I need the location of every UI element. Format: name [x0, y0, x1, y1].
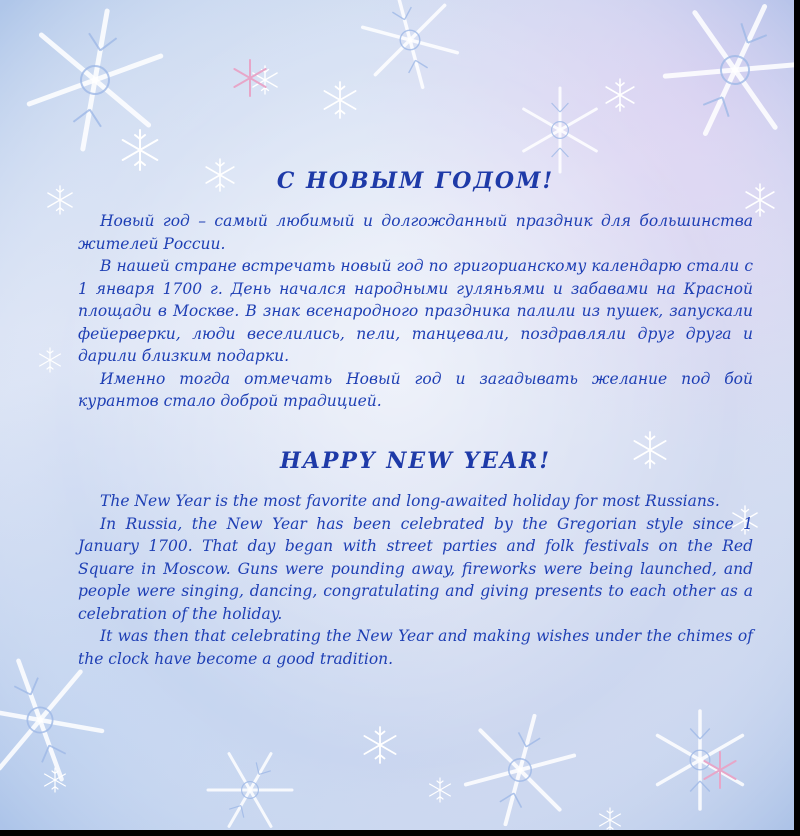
english-paragraph: In Russia, the New Year has been celebrated by the Gregorian style since 1 January 1700. That day began with street parties and folk festivals on the Red Square in Moscow. Guns were pounding away, fireworks were being launched, and people were singing, dancing, congratulating and giving presents to each other as a celebration of the holiday.	[78, 514, 753, 623]
russian-title: С НОВЫМ ГОДОМ!	[276, 168, 555, 194]
russian-paragraph: Именно тогда отмечать Новый год и загадывать желание под бой курантов стало доброй традицией.	[78, 369, 753, 410]
english-paragraph: The New Year is the most favorite and long-awaited holiday for most Russians.	[100, 492, 720, 510]
russian-section	[78, 168, 753, 413]
english-title: HAPPY NEW YEAR!	[279, 448, 552, 474]
russian-paragraph: Новый год – самый любимый и долгожданный праздник для большинства жителей России.	[78, 212, 753, 253]
english-section	[78, 448, 753, 670]
russian-paragraph: В нашей стране встречать новый год по григорианскому календарю стали с 1 января 1700 г. День начался народными гуляньями и забавами на Красной площади в Москве. В знак всенародного праздника палили из пушек, запускали фейерверки, люди веселились, пели, танцевали, поздравляли друг друга и дарили близким подарки.	[78, 257, 753, 365]
english-paragraph: It was then that celebrating the New Year and making wishes under the chimes of the clock have become a good tradition.	[78, 627, 753, 668]
